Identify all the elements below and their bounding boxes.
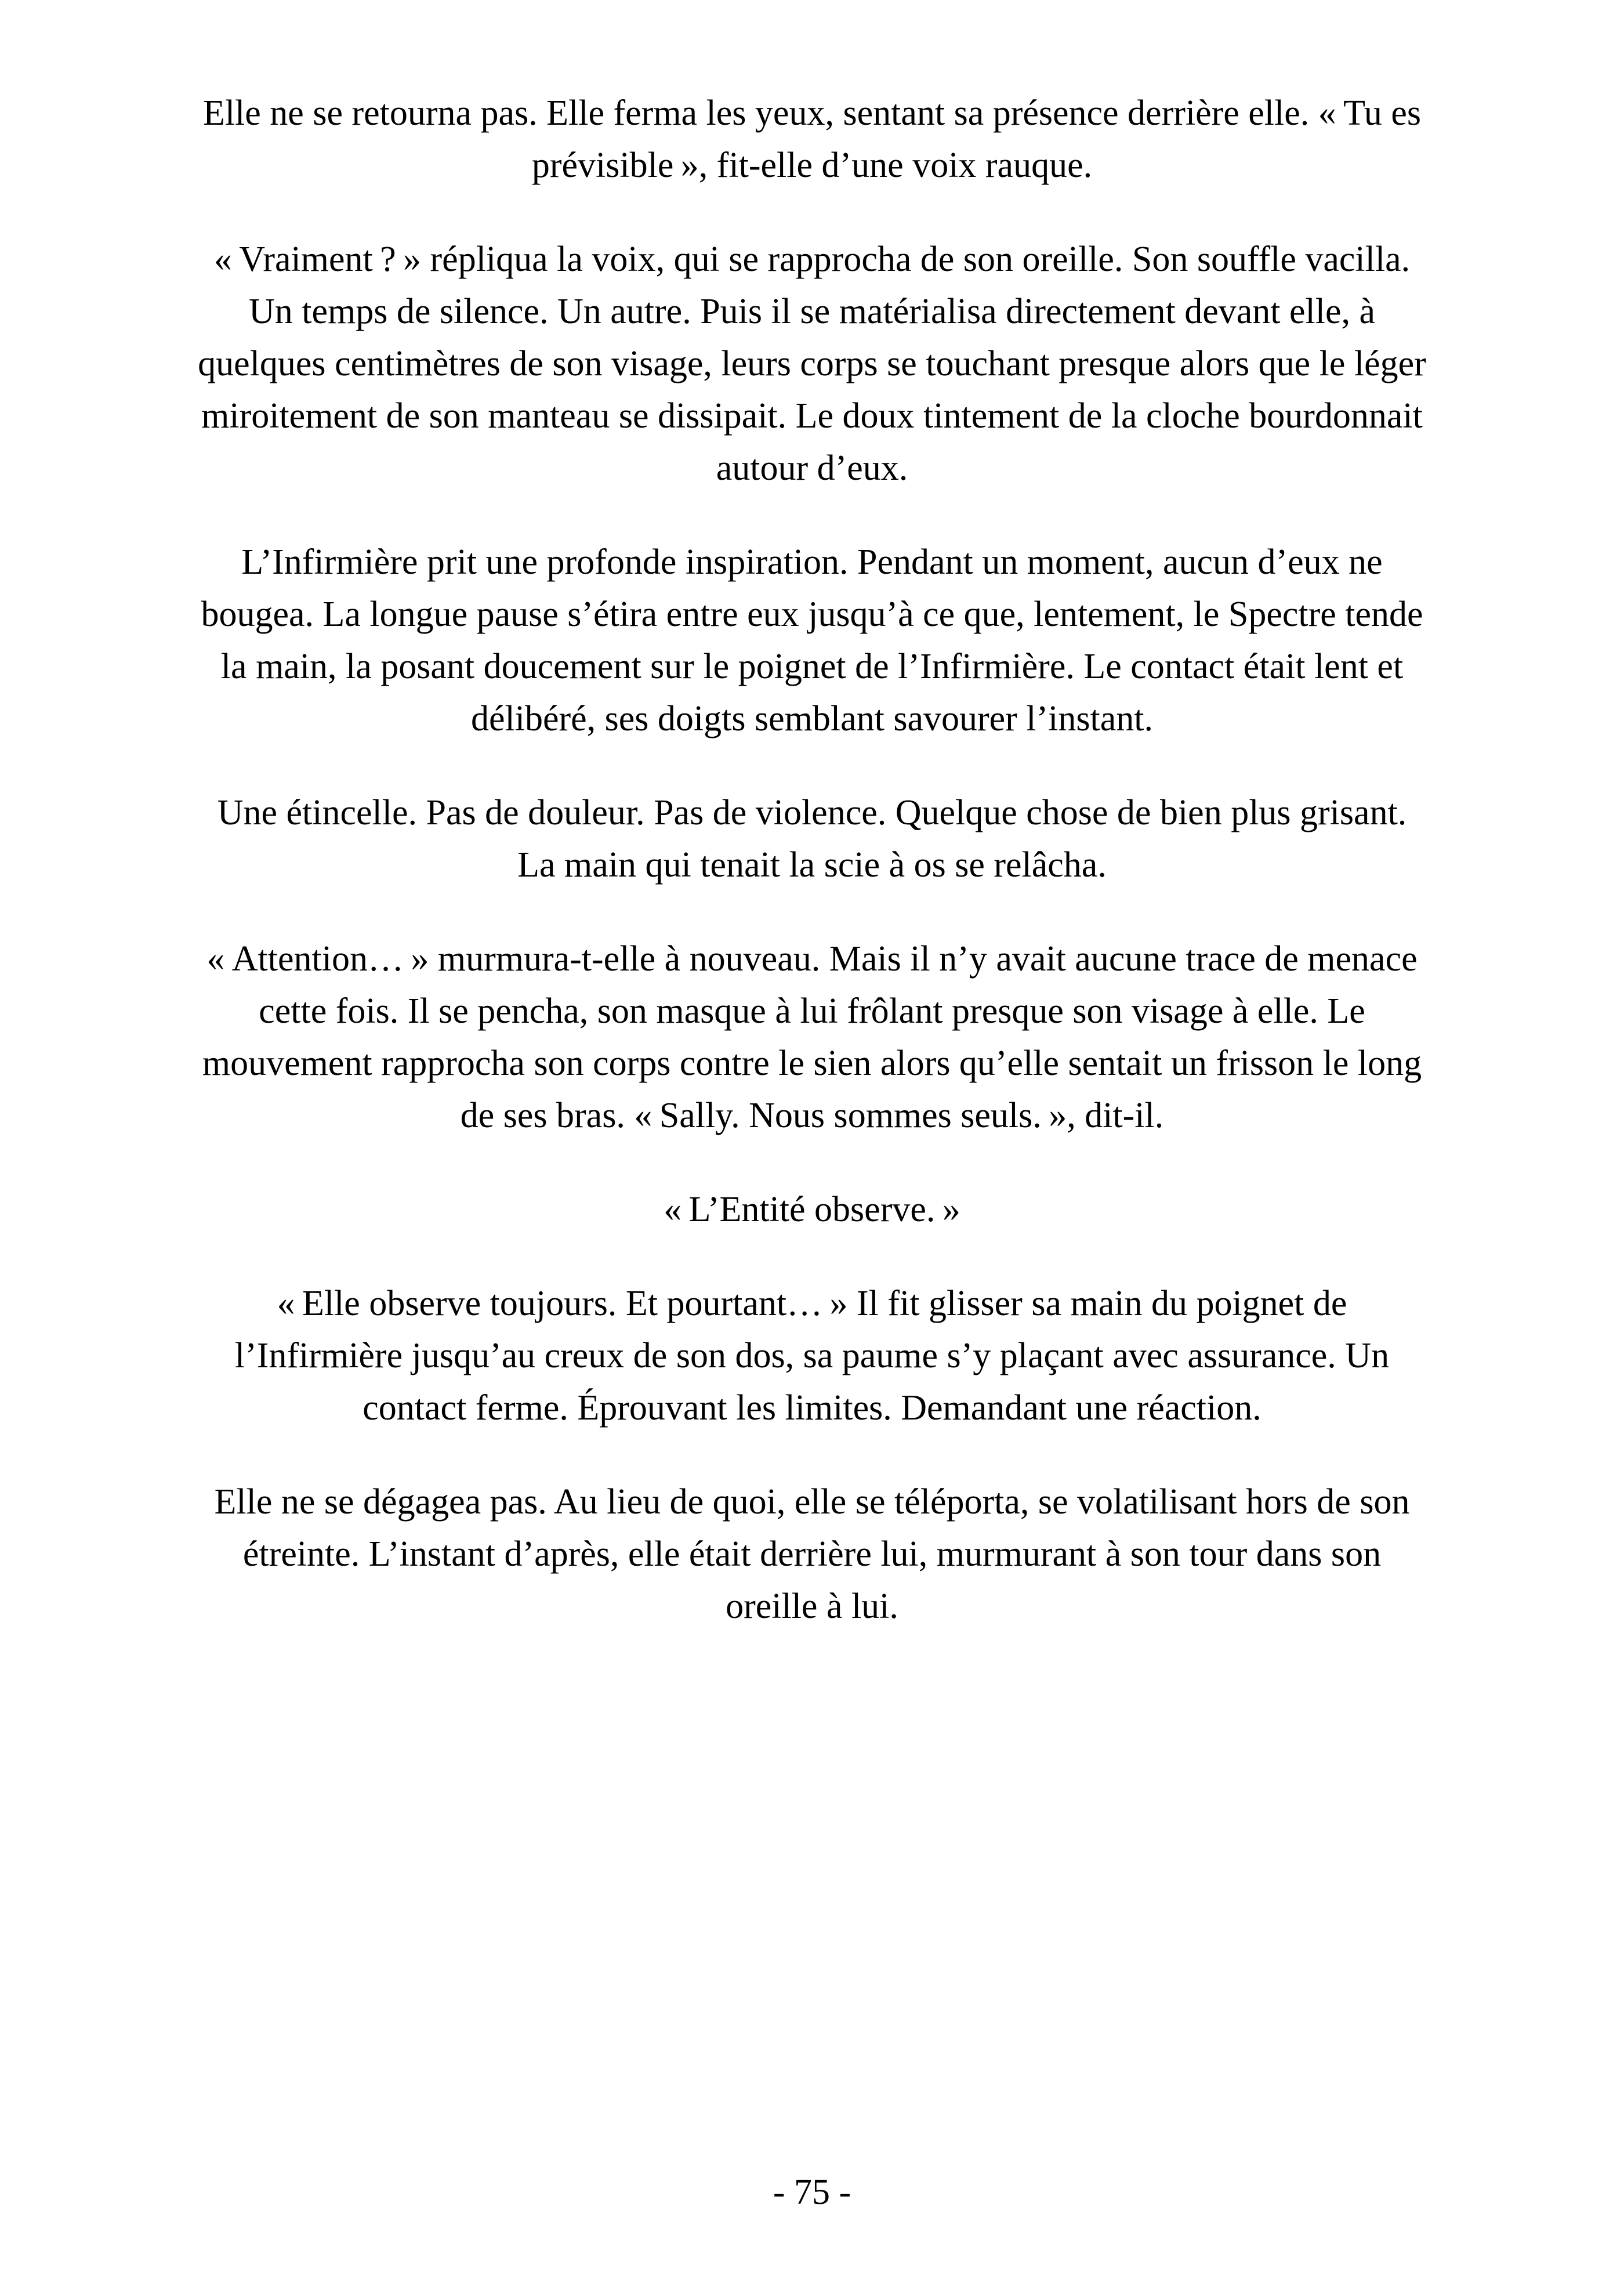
paragraph: Une étincelle. Pas de douleur. Pas de violence. Quelque chose de bien plus grisant. La main qui tenait la scie à os se relâcha. [217, 793, 1416, 885]
paragraph: « Elle observe toujours. Et pourtant… » Il fit glisser sa main du poignet de l’Infirmière jusqu’au creux de son dos, sa paume s’y plaçant avec assurance. Un contact ferme. Éprouvant les limites. Demandant une réaction. [234, 1284, 1398, 1428]
paragraph: L’Infirmière prit une profonde inspiration. Pendant un moment, aucun d’eux ne bougea. La longue pause s’étira entre eux jusqu’à ce que, lentement, le Spectre tende la main, la posant doucement sur le poignet de l’Infirmière. Le contact était lent et délibéré, ses doigts semblant savourer l’instant. [201, 542, 1433, 738]
paragraph: « L’Entité observe. » [664, 1190, 960, 1229]
paragraph: « Attention… » murmura-t-elle à nouveau. Mais il n’y avait aucune trace de menace cette fois. Il se pencha, son masque à lui frôlant presque son visage à elle. Le mouvement rapprocha son corps contre le sien alors qu’elle sentait un frisson le long de ses bras. « Sally. Nous sommes seuls. », dit-il. [202, 939, 1431, 1135]
body-text-column [197, 87, 1436, 1632]
paragraph: « Vraiment ? » répliqua la voix, qui se rapprocha de son oreille. Son souffle vacilla. Un temps de silence. Un autre. Puis il se matérialisa directement devant elle, à quelques centimètres de son visage, leurs corps se touchant presque alors que le léger miroitement de son manteau se dissipait. Le doux tintement de la cloche bourdonnait autour d’eux. [198, 240, 1436, 488]
paragraph: Elle ne se dégagea pas. Au lieu de quoi, elle se téléporta, se volatilisant hors de son étreinte. L’instant d’après, elle était derrière lui, murmurant à son tour dans son oreille à lui. [214, 1482, 1419, 1626]
paragraph: Elle ne se retourna pas. Elle ferma les yeux, sentant sa présence derrière elle. « Tu es prévisible », fit-elle d’une voix rauque. [202, 93, 1430, 185]
page-number: - 75 - [773, 2172, 851, 2212]
